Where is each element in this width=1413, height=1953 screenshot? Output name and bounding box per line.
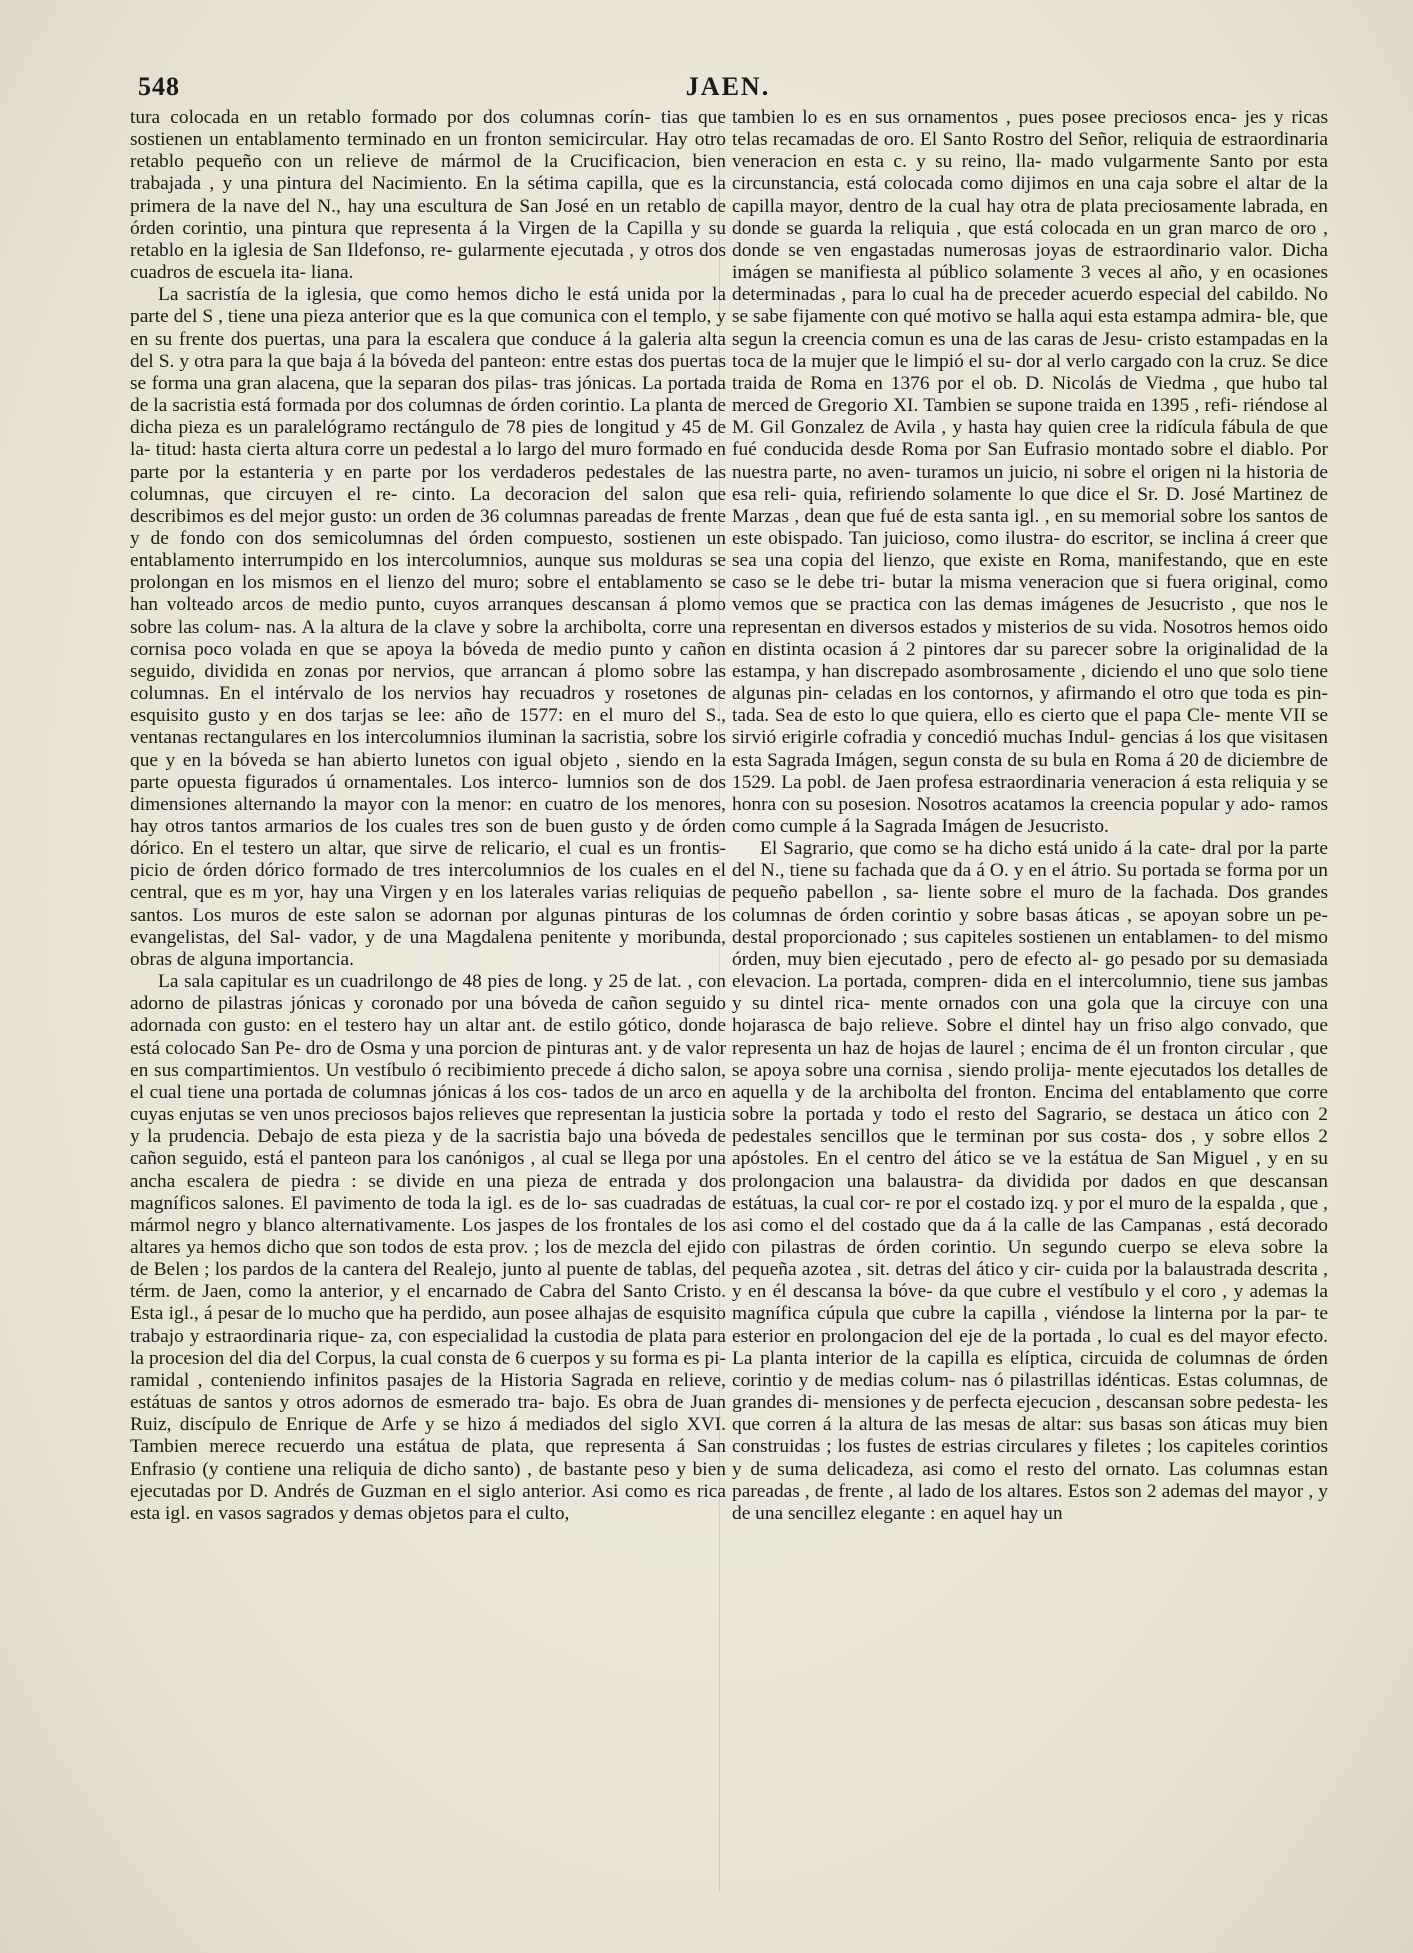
- paragraph: tura colocada en un retablo formado por dos columnas corín- tias que sostienen un entablamento terminado en un fronton semicircular. Hay otro retablo pequeño con un relieve de mármol de la Crucificacion, bien trabajada , y una pintura del Nacimiento. En la sétima capilla, que es la primera de la nave del N., hay una escultura de San José en un retablo de órden corintio, una pintura que representa á la Virgen de la Capilla y su retablo en la iglesia de San Ildefonso, re- gularmente ejecutada , y otros dos cuadros de escuela ita- liana.: [130, 107, 726, 284]
- paragraph: La sala capitular es un cuadrilongo de 48 pies de long. y 25 de lat. , con adorno de pilastras jónicas y coronado por una bóveda de cañon seguido adornada con gusto: en el testero hay un altar ant. de estilo gótico, donde está colocado San Pe- dro de Osma y una porcion de pinturas ant. y de valor en sus compartimientos. Un vestíbulo ó recibimiento precede á dicho salon, el cual tiene una portada de columnas jónicas á los cos- tados de un arco en cuyas enjutas se ven unos preciosos bajos relieves que representan la justicia y la prudencia. Debajo de esta pieza y de la sacristia bajo una bóveda de cañon seguido, está el panteon para los canónigos , al cual se llega por una ancha escalera de piedra : se divide en una pieza de entrada y dos magníficos salones. El pavimento de toda la igl. es de lo- sas cuadradas de mármol negro y blanco alternativamente. Los jaspes de los frontales de los altares ya hemos dicho que son todos de esta prov. ; los de mezcla del ejido de Belen ; los pardos de la cantera del Realejo, junto al puente de tablas, del térm. de Jaen, como la anterior, y el encarnado de Cabra del Santo Cristo. Esta igl., á pesar de lo mucho que ha perdido, aun posee alhajas de esquisito trabajo y estraordinaria rique- za, con especialidad la custodia de plata para la procesion del dia del Corpus, la cual consta de 6 cuerpos y su forma es pi- ramidal , conteniendo infinitos pasajes de la Historia Sagrada en relieve, estátuas de santos y otros adornos de esmerado tra- bajo. Es obra de Juan Ruiz, discípulo de Enrique de Arfe y se hizo á mediados del siglo XVI. Tambien merece recuerdo una estátua de plata, que representa á San Enfrasio (y contiene una reliquia de dicho santo) , de bastante peso y bien ejecutadas por D. Andrés de Guzman en el siglo anterior. Asi como es rica esta igl. en vasos sagrados y demas objetos para el culto,: [130, 971, 726, 1524]
- page-number: 548: [138, 72, 180, 101]
- page-header: [138, 72, 1318, 106]
- left-column: [130, 107, 726, 1897]
- right-column: [732, 107, 1328, 1897]
- paragraph: La sacristía de la iglesia, que como hemos dicho le está unida por la parte del S , tiene una pieza anterior que es la que comunica con el templo, y en su frente dos puertas, una para la escalera que conduce á la galeria alta del S. y otra para la que baja á la bóveda del panteon: entre estas dos puertas se forma una gran alacena, que la separan dos pilas- tras jónicas. La portada de la sacristia está formada por dos columnas de órden corintio. La planta de dicha pieza es un paralelógramo rectángulo de 78 pies de longitud y 45 de la- titud: hasta cierta altura corre un pedestal a lo largo del muro formado en parte por la estanteria y en parte por los verdaderos pedestales de las columnas, que circuyen el re- cinto. La decoracion del salon que describimos es del mejor gusto: un orden de 36 columnas pareadas de frente y de fondo con dos semicolumnas del órden compuesto, sostienen un entablamento interrumpido en los intercolumnios, aunque sus molduras se prolongan en los mismos en el lienzo del muro; sobre el entablamento se han volteado arcos de medio punto, cuyos arranques descansan á plomo sobre las colum- nas. A la altura de la clave y sobre la archibolta, corre una cornisa poco volada en que se apoya la bóveda de medio punto y cañon seguido, dividida en zonas por nervios, que arrancan á plomo sobre las columnas. En el intérvalo de los nervios hay recuadros y rosetones de esquisito gusto y en dos tarjas se lee: año de 1577: en el muro del S., ventanas rectangulares en los intercolumnios iluminan la sacristia, sobre los que y en la bóveda se han abierto lunetos con igual objeto , siendo en la parte opuesta figurados ú ornamentales. Los interco- lumnios son de dos dimensiones alternando la mayor con la menor: en cuatro de los menores, hay otros tantos armarios de los cuales tres son de buen gusto y de órden dórico. En el testero un altar, que sirve de relicario, el cual es un frontis- picio de órden dórico formado de tres intercolumnios de los cuales en el central, que es m yor, hay una Virgen y en los laterales varias reliquias de santos. Los muros de este salon se adornan por algunas pinturas de los evangelistas, del Sal- vador, y de una Magdalena penitente y moribunda, obras de alguna importancia.: [130, 284, 726, 970]
- paragraph: tambien lo es en sus ornamentos , pues posee preciosos enca- jes y ricas telas recamadas de oro. El Santo Rostro del Señor, reliquia de estraordinaria veneracion en esta c. y su reino, lla- mado vulgarmente Santo por esta circunstancia, está colocada como dijimos en una caja sobre el altar de la capilla mayor, dentro de la cual hay otra de plata preciosamente labrada, en donde se guarda la reliquia , que está colocada en un gran marco de oro , donde se ven engastadas numerosas joyas de estraordinario valor. Dicha imágen se manifiesta al público solamente 3 veces al año, y en ocasiones determinadas , para lo cual ha de preceder acuerdo especial del cabildo. No se sabe fijamente con qué motivo se halla aqui esta estampa admira- ble, que segun la creencia comun es una de las caras de Jesu- cristo estampadas en la toca de la mujer que le limpió el su- dor al verlo cargado con la cruz. Se dice traida de Roma en 1376 por el ob. D. Nicolás de Viedma , que hubo tal merced de Gregorio XI. Tambien se supone traida en 1395 , refi- riéndose al M. Gil Gonzalez de Avila , y hasta hay quien cree la ridícula fábula de que fué conducida desde Roma por San Eufrasio montado sobre el diablo. Por nuestra parte, no aven- turamos un juicio, ni sobre el origen ni la historia de esa reli- quia, refiriendo solamente lo que dice el Sr. D. José Martinez de Marzas , dean que fué de esta santa igl. , en su memorial sobre los santos de este obispado. Tan juicioso, como ilustra- do escritor, se inclina á creer que sea una copia del lienzo, que existe en Roma, manifestando, que en este caso se le debe tri- butar la misma veneracion que si fuera original, como vemos que se practica con las demas imágenes de Jesucristo , que nos le representan en diversos estados y misterios de su vida. Nosotros hemos oido en distinta ocasion á 2 pintores dar su parecer sobre la originalidad de la estampa, y han discrepado asombrosamente , diciendo el uno que solo tiene algunas pin- celadas en los contornos, y afirmando el otro que toda es pin- tada. Sea de esto lo que quiera, ello es cierto que el papa Cle- mente VII se sirvió erigirle cofradia y concedió muchas Indul- gencias á los que visitasen esta Sagrada Imágen, segun consta de su bula en Roma á 20 de diciembre de 1529. La pobl. de Jaen profesa estraordinaria veneracion á esta reliquia y se honra con su posesion. Nosotros acatamos la creencia popular y ado- ramos como cumple á la Sagrada Imágen de Jesucristo.: [732, 107, 1328, 837]
- running-head: JAEN.: [685, 72, 771, 101]
- paragraph: El Sagrario, que como se ha dicho está unido á la cate- dral por la parte del N., tiene su fachada que da á O. y en el átrio. Su portada se forma por un pequeño pabellon , sa- liente sobre el muro de la fachada. Dos grandes columnas de órden corintio y sobre basas áticas , se apoyan sobre un pe- destal proporcionado ; sus capiteles sostienen un entablamen- to del mismo órden, muy bien ejecutado , pero de efecto al- go pesado por su demasiada elevacion. La portada, compren- dida en el intercolumnio, tiene sus jambas y su dintel rica- mente ornados con una gola que la circuye con una hojarasca de bajo relieve. Sobre el dintel hay un friso algo convado, que representa un haz de hojas de laurel ; encima de él un fronton circular , que se apoya sobre una cornisa , siendo prolija- mente ejecutados los detalles de aquella y de la archibolta del fronton. Encima del entablamento que corre sobre la portada y todo el resto del Sagrario, se destaca un ático con 2 pedestales sencillos que le terminan por sus costa- dos , y sobre ellos 2 apóstoles. En el centro del ático se ve la estátua de San Miguel , y en su prolongacion una balaustra- da dividida por dados en que descansan estátuas, la cual cor- re por el costado izq. y por el muro de la espalda , que , asi como el del costado que da á la calle de las Campanas , está decorado con pilastras de órden corintio. Un segundo cuerpo se eleva sobre la pequeña azotea , sit. detras del ático y cir- cuida por la balaustrada descrita , y en él descansa la bóve- da que cubre el vestíbulo y el coro , y ademas la magnífica cúpula que cubre la capilla , viéndose la linterna por la par- te esterior en prolongacion del eje de la portada , lo cual es del mayor efecto. La planta interior de la capilla es elíptica, circuida de columnas de órden corintio y de medias colum- nas ó pilastrillas idénticas. Estas columnas, de grandes di- mensiones y de perfecta ejecucion , descansan sobre pedesta- les que corren á la altura de las mesas de altar: sus basas son áticas muy bien construidas ; los fustes de estrias circulares y filetes ; los capiteles corintios y de suma delicadeza, asi como el resto del ornato. Las columnas estan pareadas , de frente , al lado de los altares. Estos son 2 ademas del mayor , y de una sencillez elegante : en aquel hay un: [732, 838, 1328, 1524]
